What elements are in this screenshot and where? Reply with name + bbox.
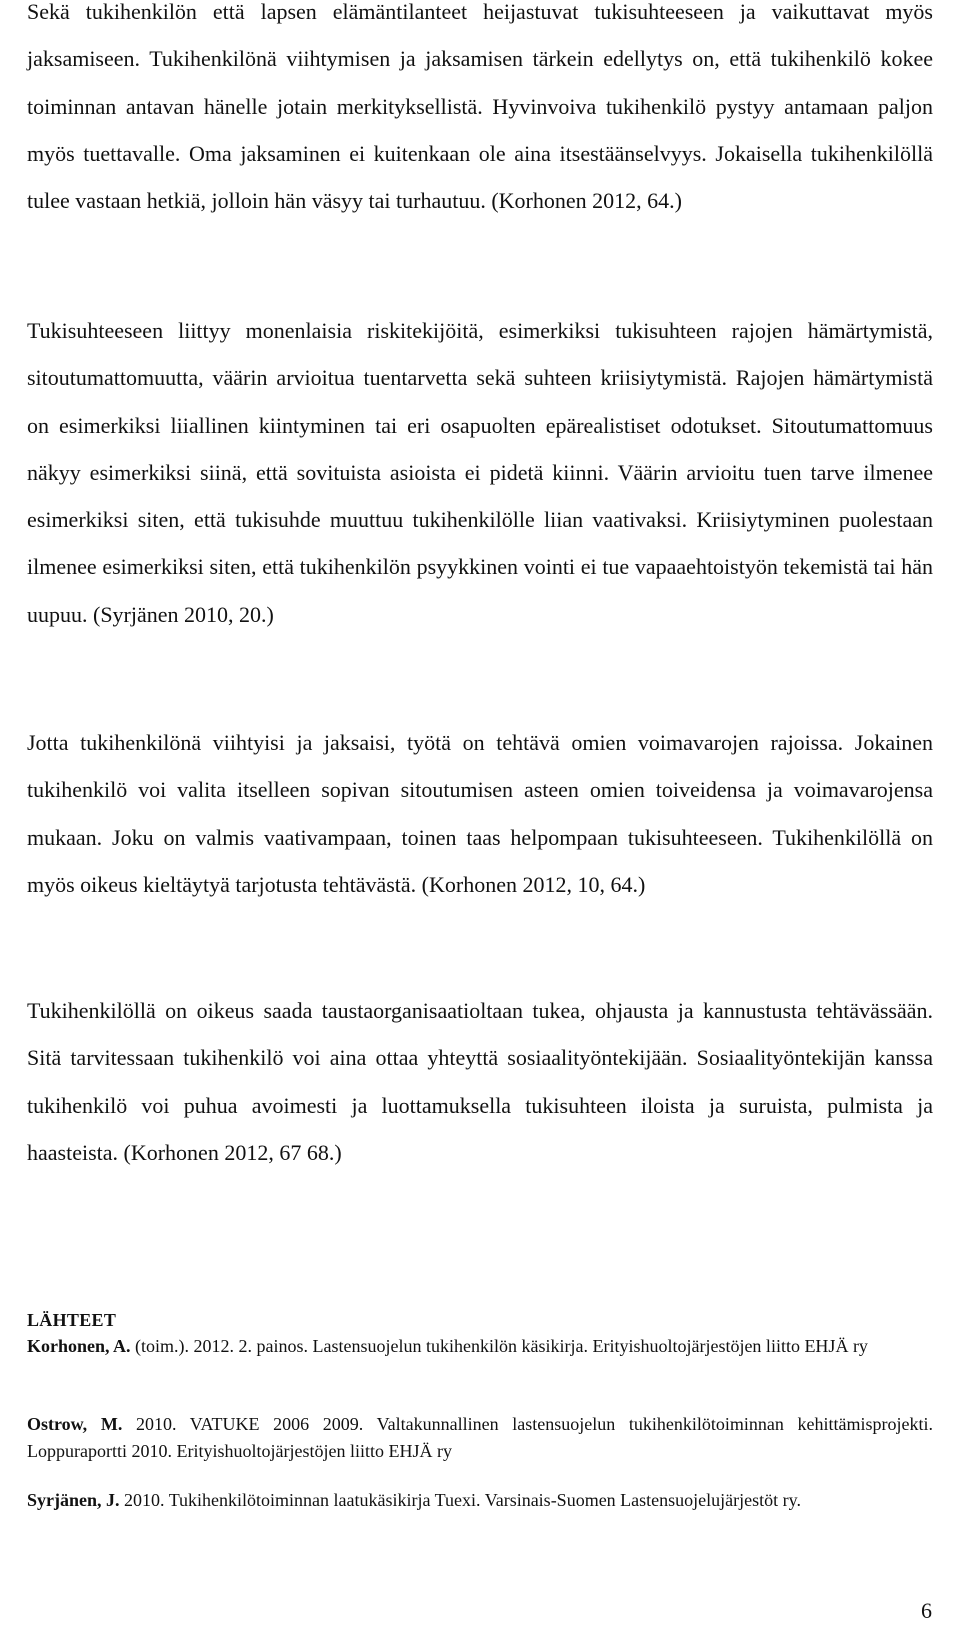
paragraph-wellbeing: Sekä tukihenkilön että lapsen elämäntilanteet heijastuvat tukisuhteeseen ja vaikuttavat myös jaksamiseen. Tukihenkilönä viihtymisen ja jaksamisen tärkein edellytys on, että tukihenkilö kokee toiminnan antavan hänelle jotain merkityksellistä. Hyvinvoiva tukihenkilö pystyy antamaan paljon myös tuettavalle. Oma jaksaminen ei kuitenkaan ole aina itsestäänselvyys. Jokaisella tukihenkilöllä tulee vastaan hetkiä, jolloin hän väsyy tai turhautuu. (Korhonen 2012, 64.): [27, 0, 933, 214]
references-heading: LÄHTEET: [27, 1310, 117, 1330]
reference-details: 2010. Tukihenkilötoiminnan laatukäsikirja Tuexi. Varsinais-Suomen Lastensuojelujärjestöt ry.: [119, 1490, 801, 1510]
reference-details: (toim.). 2012. 2. painos. Lastensuojelun tukihenkilön käsikirja. Erityishuoltojärjestöjen liitto EHJÄ ry: [130, 1336, 868, 1356]
reference-details: 2010. VATUKE 2006 2009. Valtakunnallinen lastensuojelun tukihenkilötoiminnan kehittämisprojekti. Loppuraportti 2010. Erityishuoltojärjestöjen liitto EHJÄ ry: [27, 1414, 933, 1461]
reference-korhonen: [27, 1333, 933, 1360]
paragraph-own-resources: Jotta tukihenkilönä viihtyisi ja jaksaisi, työtä on tehtävä omien voimavarojen rajoissa. Jokainen tukihenkilö voi valita itselleen sopivan sitoutumisen asteen omien toiveidensa ja voimavarojensa mukaan. Joku on valmis vaativampaan, toinen taas helpompaan tukisuhteeseen. Tukihenkilöllä on myös oikeus kieltäytyä tarjotusta tehtävästä. (Korhonen 2012, 10, 64.): [27, 730, 933, 897]
paragraph-risk-factors: Tukisuhteeseen liittyy monenlaisia riskitekijöitä, esimerkiksi tukisuhteen rajojen hämärtymistä, sitoutumattomuutta, väärin arvioitua tuentarvetta sekä suhteen kriisiytymistä. Rajojen hämärtymistä on esimerkiksi liiallinen kiintyminen tai eri osapuolten epärealistiset odotukset. Sitoutumattomuus näkyy esimerkiksi siinä, että sovituista asioista ei pidetä kiinni. Väärin arvioitu tuen tarve ilmenee esimerkiksi siten, että tukisuhde muuttuu tukihenkilölle liian vaativaksi. Kriisiytyminen puolestaan ilmenee esimerkiksi siten, että tukihenkilön psyykkinen vointi ei tue vapaaehtoistyön tekemistä tai hän uupuu. (Syrjänen 2010, 20.): [27, 318, 933, 627]
paragraph-organisation-support: Tukihenkilöllä on oikeus saada taustaorganisaatioltaan tukea, ohjausta ja kannustusta tehtävässään. Sitä tarvitessaan tukihenkilö voi aina ottaa yhteyttä sosiaalityöntekijään. Sosiaalityöntekijän kanssa tukihenkilö voi puhua avoimesti ja luottamuksella tukisuhteen iloista ja suruista, pulmista ja haasteista. (Korhonen 2012, 67 68.): [27, 998, 933, 1165]
reference-author: Ostrow, M.: [27, 1414, 123, 1434]
page-number: 6: [921, 1598, 932, 1623]
reference-author: Korhonen, A.: [27, 1336, 131, 1356]
reference-syrjanen: [27, 1487, 933, 1514]
reference-author: Syrjänen, J.: [27, 1490, 120, 1510]
reference-ostrow: [27, 1411, 933, 1465]
